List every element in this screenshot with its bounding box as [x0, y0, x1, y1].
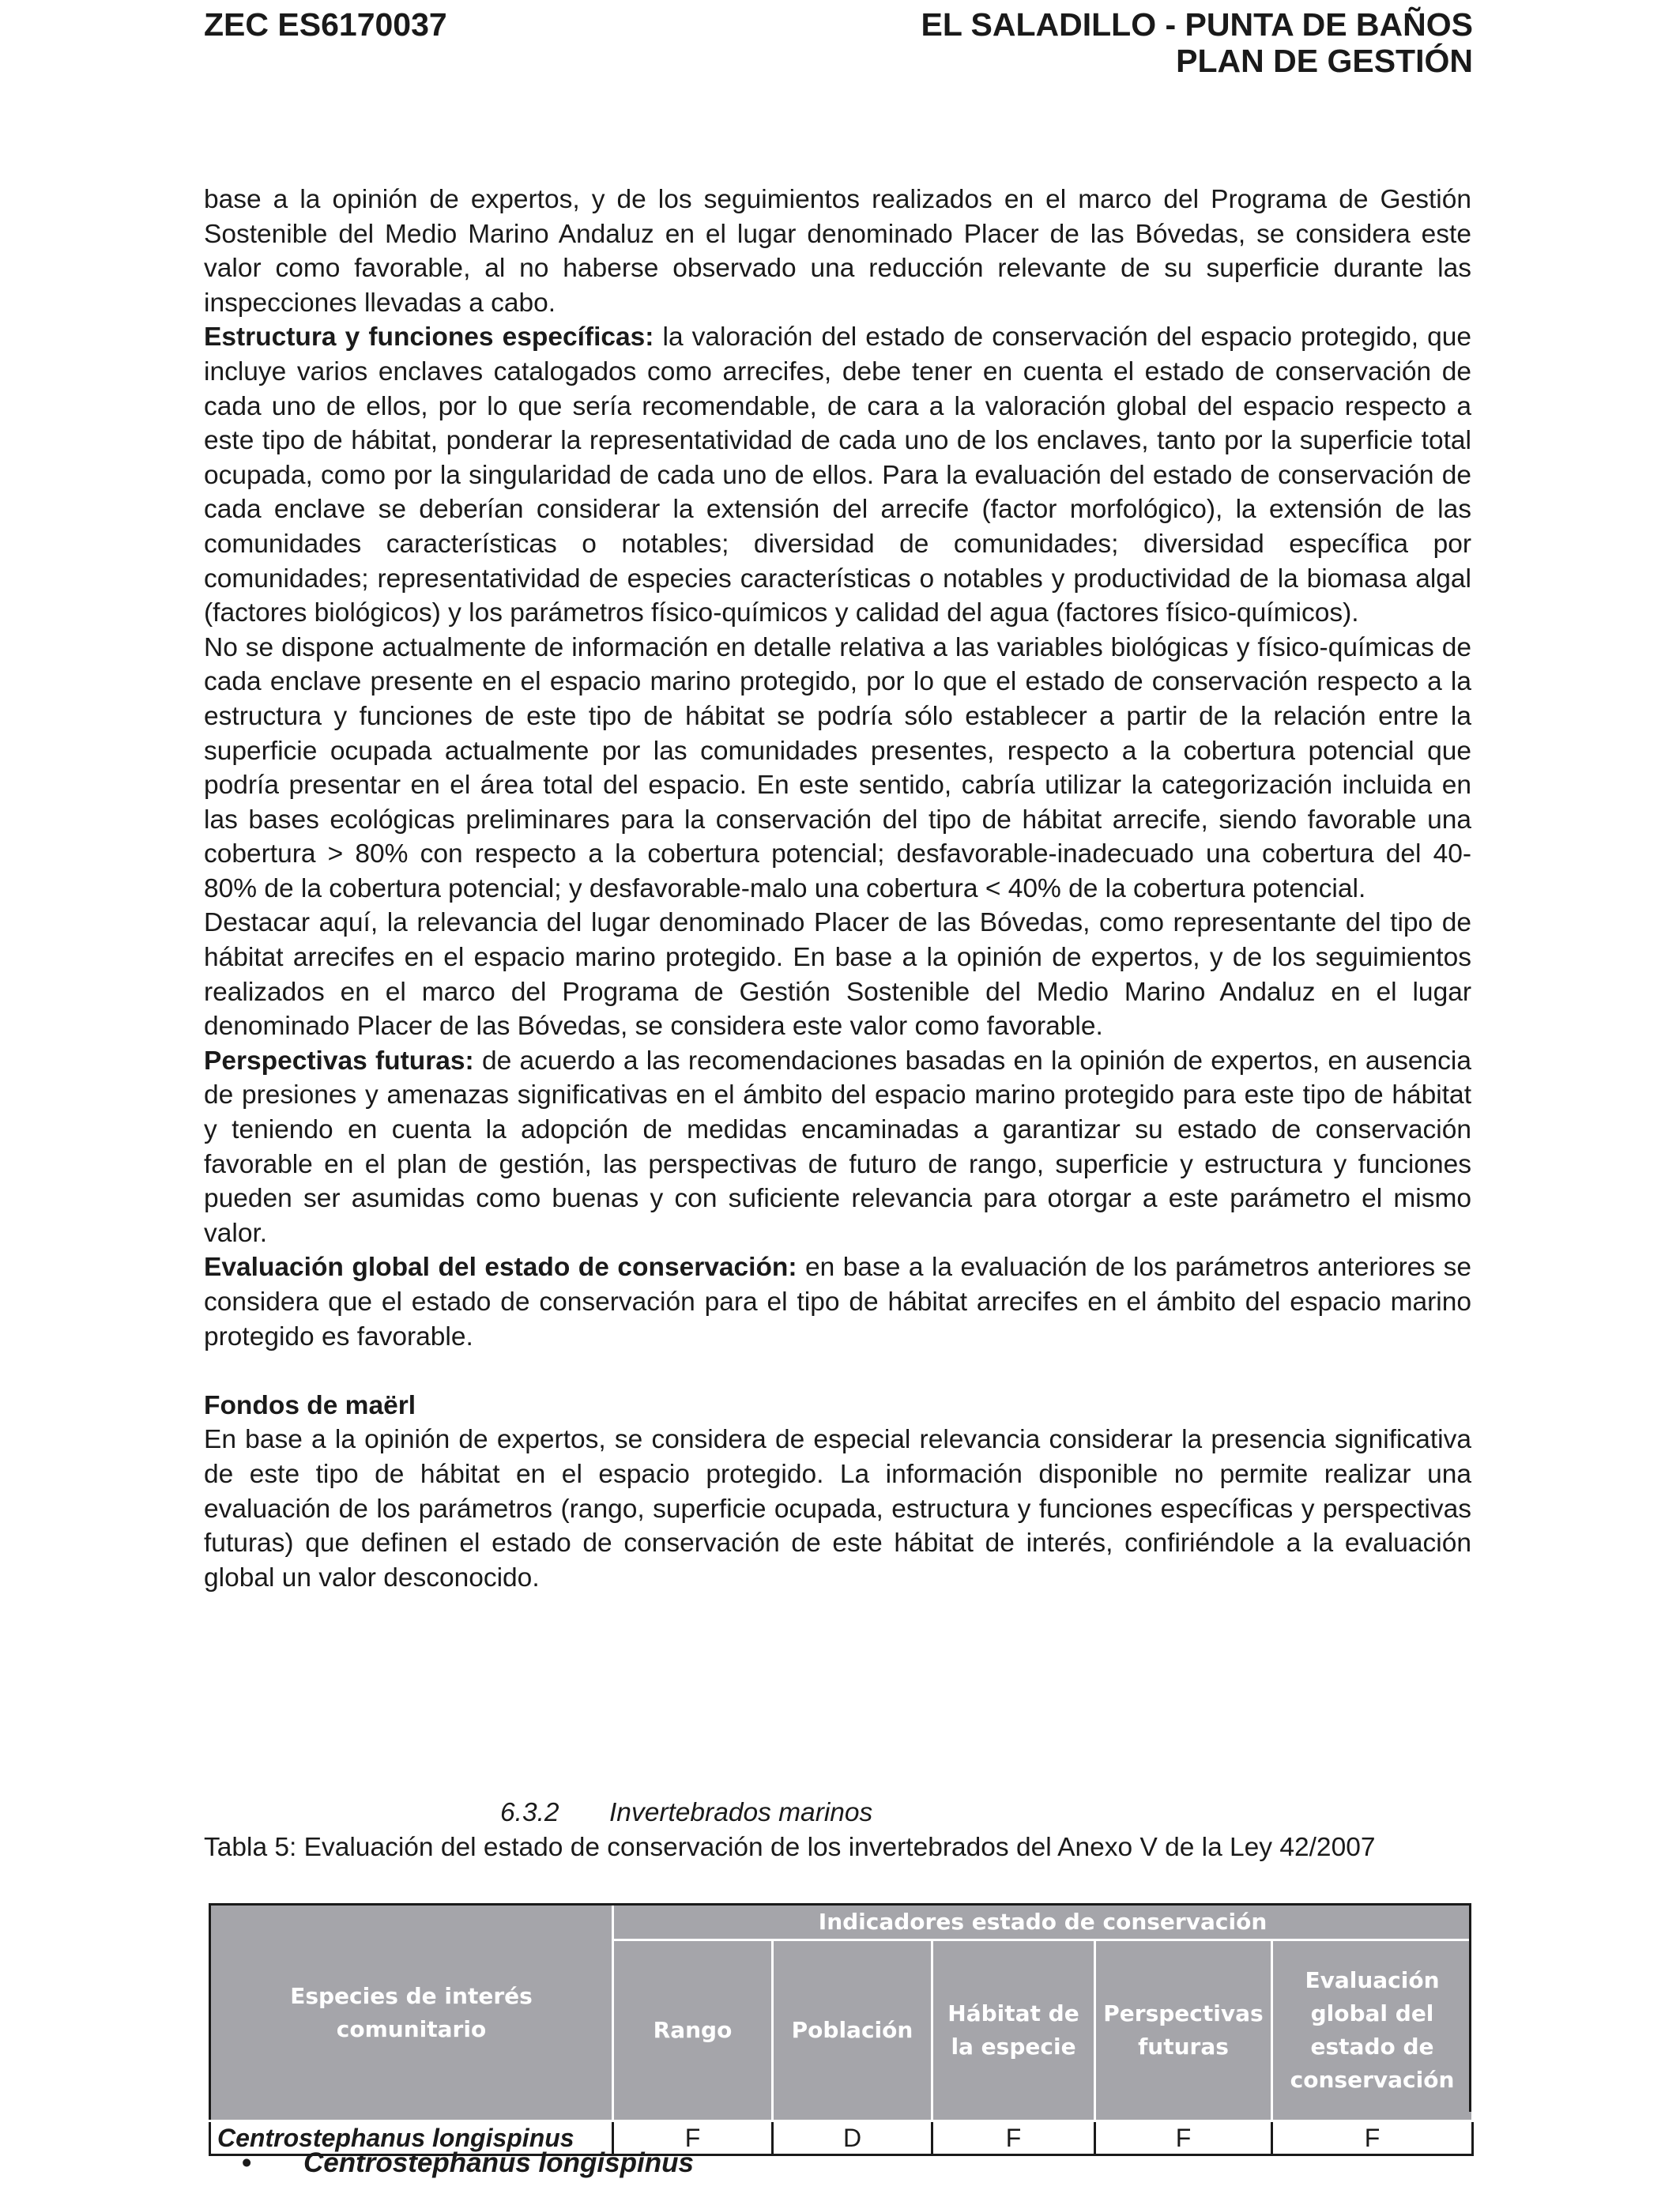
document-title-line2: PLAN DE GESTIÓN	[1176, 43, 1473, 79]
paragraph: base a la opinión de expertos, y de los seguimientos realizados en el marco del Programa de Gestión Sostenible del Medio Marino Andaluz en el lugar denominado Placer de las Bóvedas, se considera este valor como favorable, al no haberse observado una reducción relevante de su superficie durante las inspecciones llevadas a cabo.	[204, 185, 1471, 318]
conservation-table	[209, 1903, 1474, 2156]
section-number: 6.3.2	[500, 1798, 559, 1827]
paragraph: Destacar aquí, la relevancia del lugar denominado Placer de las Bóvedas, como representante del tipo de hábitat arrecifes en el espacio marino protegido. En base a la opinión de expertos, y de los seguimientos realizados en el marco del Programa de Gestión Sostenible del Medio Marino Andaluz en el lugar denominado Placer de las Bóvedas, se considera este valor como favorable.	[204, 908, 1471, 1042]
value-cell: D	[773, 2121, 932, 2155]
column-header: Población	[773, 1940, 932, 2121]
bullet-icon: •	[242, 2147, 252, 2178]
body-text	[204, 183, 1471, 1595]
bullet-text: Centrostephanus longispinus	[303, 2147, 694, 2178]
paragraph-perspectives	[204, 1044, 1471, 1251]
group-header: Indicadores estado de conservación	[613, 1905, 1473, 1940]
bullet-item	[242, 2146, 694, 2181]
paragraph-text: en base a la evaluación de los parámetros anteriores se considera que el estado de conservación para el tipo de hábitat arrecifes en el ámbito del espacio marino protegido es favorable.	[204, 1253, 1471, 1351]
species-cell: Centrostephanus longispinus	[210, 2121, 613, 2155]
column-header: Evaluación global del estado de conservación	[1272, 1940, 1473, 2121]
paragraph-label: Estructura y funciones específicas:	[204, 322, 654, 352]
document-code: ZEC ES6170037	[204, 6, 447, 43]
value-cell: F	[932, 2121, 1095, 2155]
table-caption: Tabla 5: Evaluación del estado de conservación de los invertebrados del Anexo V de la Ley 42/2007	[204, 1833, 1376, 1862]
subsection-title: Fondos de maërl	[204, 1390, 416, 1420]
value-cell: F	[1272, 2121, 1473, 2155]
column-header: Perspectivas futuras	[1095, 1940, 1272, 2121]
document-title	[921, 6, 1473, 79]
paragraph-text: de acuerdo a las recomendaciones basadas en la opinión de expertos, en ausencia de presiones y amenazas significativas en el ámbito del espacio marino protegido para este tipo de hábitat y teniendo en cuenta la adopción de medidas encaminadas a garantizar su estado de conservación favorable en el plan de gestión, las perspectivas de futuro de rango, superficie y estructura y funciones pueden ser asumidas como buenas y con suficiente relevancia para otorgar a este parámetro el mismo valor.	[204, 1046, 1471, 1248]
value-cell: F	[1095, 2121, 1272, 2155]
section-heading	[500, 1796, 872, 1830]
document-title-line1: EL SALADILLO - PUNTA DE BAÑOS	[921, 6, 1473, 43]
paragraph: No se dispone actualmente de información en detalle relativa a las variables biológicas y físico-químicas de cada enclave presente en el espacio marino protegido, por lo que el estado de conservación respecto a la estructura y funciones de este tipo de hábitat se podría sólo establecer a partir de la relación entre la superficie ocupada actualmente por las comunidades presentes, respecto a la cobertura potencial que podría presentar en el área total del espacio. En este sentido, cabría utilizar la categorización incluida en las bases ecológicas preliminares para la conservación del tipo de hábitat arrecife, siendo favorable una cobertura > 80% con respecto a la cobertura potencial; desfavorable-inadecuado una cobertura del 40- 80% de la cobertura potencial; y desfavorable-malo una cobertura < 40% de la cobertura potencial.	[204, 632, 1471, 903]
paragraph: En base a la opinión de expertos, se considera de especial relevancia considerar la presencia significativa de este tipo de hábitat en el espacio protegido. La información disponible no permite realizar una evaluación de los parámetros (rango, superficie ocupada, estructura y funciones específicas y perspectivas futuras) que definen el estado de conservación de este hábitat de interés, confiriéndole a la evaluación global un valor desconocido.	[204, 1425, 1471, 1593]
section-title: Invertebrados marinos	[609, 1798, 873, 1827]
paragraph-text: la valoración del estado de conservación del espacio protegido, que incluye varios enclaves catalogados como arrecifes, debe tener en cuenta el estado de conservación de cada uno de ellos, por lo que sería recomendable, de cara a la valoración global del espacio respecto a este tipo de hábitat, ponderar la representatividad de cada uno de los enclaves, tanto por la superficie total ocupada, como por la singularidad de cada uno de ellos. Para la evaluación del estado de conservación de cada enclave se deberían considerar la extensión del arrecife (factor morfológico), la extensión de las comunidades características o notables; diversidad de comunidades; diversidad específica por comunidades; representatividad de especies características o notables y productividad de la biomasa algal (factores biológicos) y los parámetros físico-químicos y calidad del agua (factores físico-químicos).	[204, 322, 1471, 628]
column-header: Rango	[613, 1940, 773, 2121]
value-cell: F	[613, 2121, 773, 2155]
column-header: Hábitat de la especie	[932, 1940, 1095, 2121]
paragraph-structure	[204, 320, 1471, 630]
paragraph-label: Perspectivas futuras:	[204, 1046, 474, 1076]
species-header: Especies de interés comunitario	[210, 1905, 613, 2121]
paragraph-global-evaluation	[204, 1250, 1471, 1354]
paragraph-label: Evaluación global del estado de conservación:	[204, 1253, 797, 1283]
